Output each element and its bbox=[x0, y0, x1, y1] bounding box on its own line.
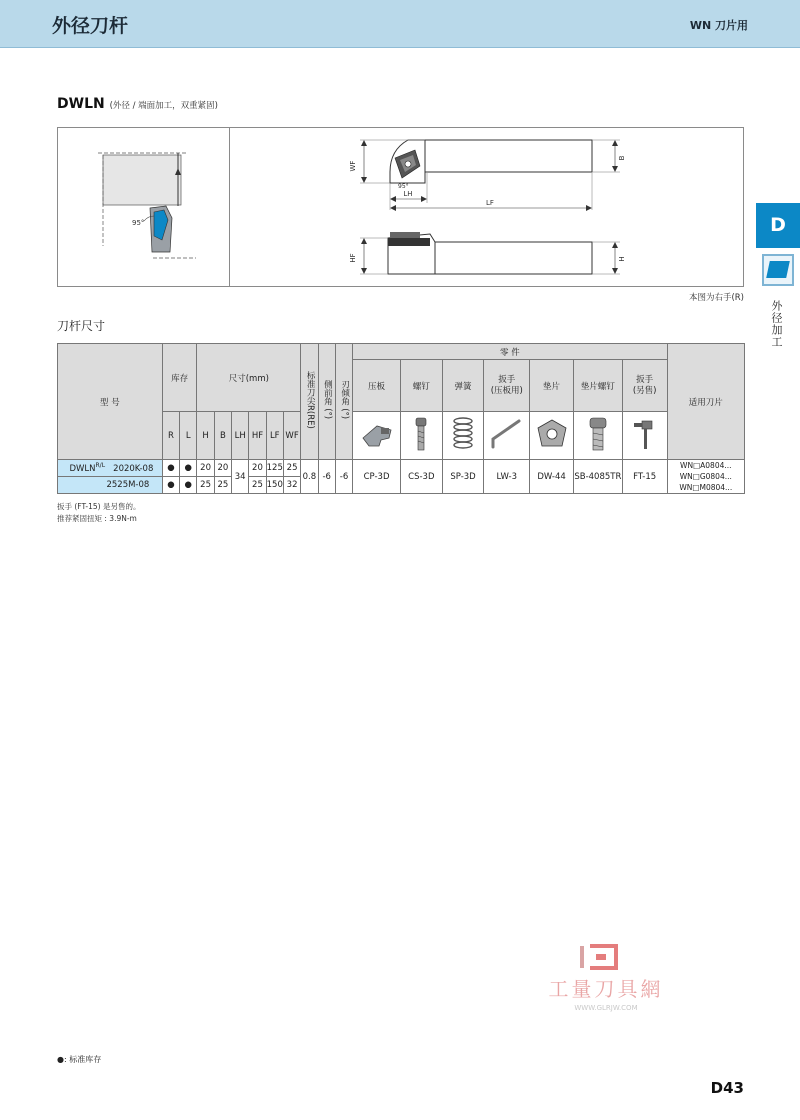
section-tab-d[interactable]: D bbox=[756, 203, 800, 248]
h-1: 20 bbox=[197, 460, 214, 477]
b-label: B bbox=[618, 155, 626, 161]
table-title: 刀杆尺寸 bbox=[57, 319, 106, 333]
wf-label: WF bbox=[349, 160, 357, 172]
watermark bbox=[536, 940, 676, 1020]
part-screw-header: 螺钉 bbox=[400, 360, 442, 412]
parts-header: 零 件 bbox=[353, 344, 667, 360]
back-rake-value: -6 bbox=[335, 460, 352, 494]
shim-image bbox=[530, 412, 574, 460]
torx-wrench-icon bbox=[630, 415, 660, 453]
screw-icon bbox=[411, 415, 431, 453]
stock-header: 库存 bbox=[162, 344, 197, 412]
h-header: H bbox=[197, 412, 214, 460]
stock-r-2: ● bbox=[162, 477, 179, 494]
clamp-value: CP-3D bbox=[353, 460, 401, 494]
watermark-brand: 工量刀具網 bbox=[548, 977, 664, 1001]
back-rake-header: 刃倾角 (°) bbox=[335, 344, 352, 460]
footnotes bbox=[57, 501, 140, 525]
machining-schematic bbox=[58, 128, 228, 286]
page-title: 外径刀杆 bbox=[52, 15, 129, 37]
b-2: 25 bbox=[214, 477, 231, 494]
dims-header: 尺寸(mm) bbox=[197, 344, 301, 412]
lf-label: LF bbox=[486, 199, 494, 207]
table-row-model-2: 2525M-08 bbox=[58, 477, 163, 494]
b-1: 20 bbox=[214, 460, 231, 477]
part-shim-screw-header: 垫片螺钉 bbox=[573, 360, 622, 412]
lh-label: LH bbox=[403, 190, 413, 198]
section-title bbox=[57, 96, 218, 112]
lf-1: 125 bbox=[266, 460, 283, 477]
stock-r-1: ● bbox=[162, 460, 179, 477]
clamp-icon bbox=[357, 416, 397, 452]
shim-screw-image bbox=[573, 412, 622, 460]
shim-screw-value: SB-4085TR bbox=[573, 460, 622, 494]
table-row-model-1: $DWLN^{R/L}$ 2020K-08 bbox=[58, 460, 163, 477]
stock-legend: ●: 标准库存 bbox=[57, 1055, 102, 1064]
l-header: L bbox=[180, 412, 197, 460]
page-number: D43 bbox=[710, 1079, 744, 1097]
wrench1-value: LW-3 bbox=[484, 460, 530, 494]
lf-2: 150 bbox=[266, 477, 283, 494]
part-spring-header: 弹簧 bbox=[442, 360, 484, 412]
wrench2-value: FT-15 bbox=[622, 460, 667, 494]
re-header: 标准刀尖R(RE) bbox=[301, 344, 318, 460]
b-header: B bbox=[214, 412, 231, 460]
part-wrench2-header: 扳手 (另售) bbox=[622, 360, 667, 412]
hf-1: 20 bbox=[249, 460, 266, 477]
h-label: H bbox=[618, 256, 626, 262]
side-rake-header: 侧前角 (°) bbox=[318, 344, 335, 460]
hand-note: 本图为右手(R) bbox=[688, 293, 744, 303]
watermark-url: WWW.GLRJW.COM bbox=[574, 1004, 638, 1012]
stock-l-2: ● bbox=[180, 477, 197, 494]
footnote-wrench: 扳手 (FT-15) 是另售的。 bbox=[57, 502, 141, 511]
section-tab-label: 外径加工 bbox=[770, 300, 783, 348]
holder-drawing bbox=[230, 128, 746, 286]
spring-image bbox=[442, 412, 484, 460]
insert-list: WN□A0804... WN□G0804... WN□M0804... bbox=[667, 460, 744, 494]
insert-type-label: WN 刀片用 bbox=[689, 19, 748, 32]
spec-table bbox=[57, 343, 745, 494]
re-value: 0.8 bbox=[301, 460, 318, 494]
hex-wrench-icon bbox=[487, 415, 527, 453]
page-header bbox=[0, 0, 800, 48]
model-header: 型 号 bbox=[58, 344, 163, 460]
right-angle-label: 95° bbox=[398, 183, 409, 190]
turning-icon bbox=[762, 254, 794, 286]
shim-value: DW-44 bbox=[530, 460, 574, 494]
r-header: R bbox=[162, 412, 179, 460]
screw-value: CS-3D bbox=[400, 460, 442, 494]
shim-screw-icon bbox=[586, 415, 610, 453]
wf-header: WF bbox=[283, 412, 300, 460]
spring-icon bbox=[451, 415, 475, 453]
clamp-image bbox=[353, 412, 401, 460]
wrench2-image bbox=[622, 412, 667, 460]
part-wrench1-header: 扳手 (压板用) bbox=[484, 360, 530, 412]
h-2: 25 bbox=[197, 477, 214, 494]
side-rake-value: -6 bbox=[318, 460, 335, 494]
insert-header: 适用刀片 bbox=[667, 344, 744, 460]
left-angle-label: 95° bbox=[132, 219, 145, 227]
lf-header: LF bbox=[266, 412, 283, 460]
stock-l-1: ● bbox=[180, 460, 197, 477]
wrench1-image bbox=[484, 412, 530, 460]
hf-2: 25 bbox=[249, 477, 266, 494]
hf-label: HF bbox=[349, 253, 357, 263]
footnote-torque: 推荐紧固扭矩 : 3.9N-m bbox=[57, 514, 137, 523]
lh-value: 34 bbox=[232, 460, 249, 494]
screw-image bbox=[400, 412, 442, 460]
part-clamp-header: 压板 bbox=[353, 360, 401, 412]
part-shim-header: 垫片 bbox=[530, 360, 574, 412]
wf-1: 25 bbox=[283, 460, 300, 477]
holder-description: (外径 / 端面加工，双重紧固) bbox=[109, 101, 218, 111]
holder-code: DWLN bbox=[57, 96, 105, 112]
shim-icon bbox=[534, 416, 570, 452]
wf-2: 32 bbox=[283, 477, 300, 494]
hf-header: HF bbox=[249, 412, 266, 460]
tool-diagram bbox=[57, 127, 744, 287]
spring-value: SP-3D bbox=[442, 460, 484, 494]
lh-header: LH bbox=[232, 412, 249, 460]
watermark-logo-icon bbox=[536, 940, 676, 1020]
